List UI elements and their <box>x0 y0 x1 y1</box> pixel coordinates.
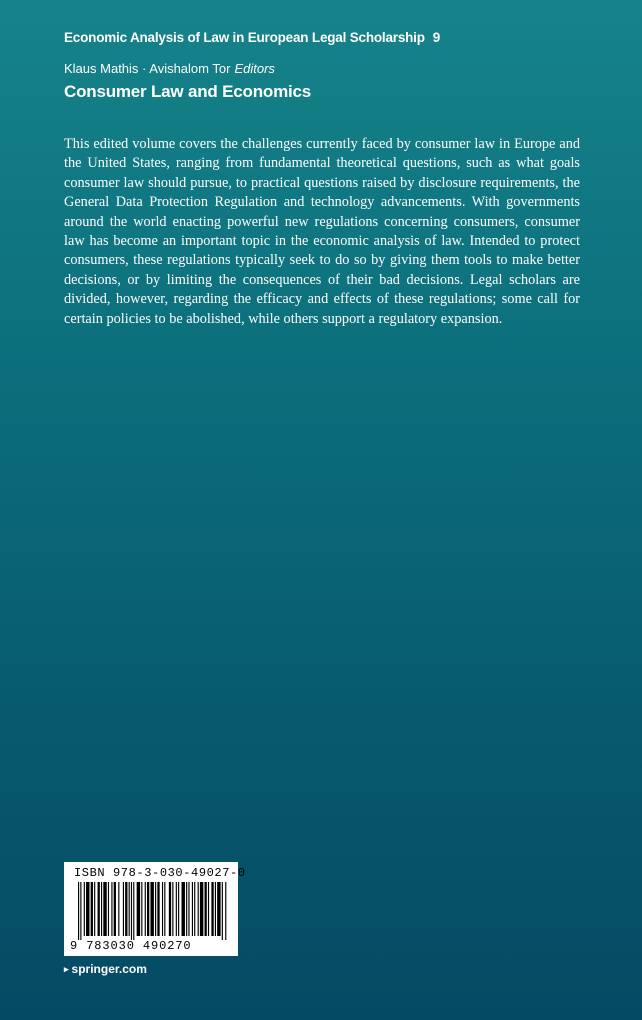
barcode-bar <box>80 882 81 940</box>
series-volume: 9 <box>432 30 441 45</box>
ean-digits: 9 783030 490270 <box>70 939 192 953</box>
barcode-bar <box>155 882 156 936</box>
publisher-link[interactable] <box>64 962 147 976</box>
series-title <box>64 30 440 45</box>
barcode-bar <box>103 882 106 936</box>
barcode-bar <box>114 882 116 936</box>
barcode-bar <box>101 882 102 936</box>
barcode-bar <box>176 882 177 936</box>
barcode-bar <box>178 882 179 936</box>
barcode-bar <box>123 882 124 936</box>
series-name: Economic Analysis of Law in European Legal Scholarship <box>64 30 425 45</box>
barcode-bar <box>188 882 189 936</box>
barcode-bar <box>200 882 203 936</box>
barcode-bar <box>133 882 134 940</box>
barcode-bar <box>186 882 187 936</box>
barcode-bar <box>208 882 209 936</box>
barcode-bar <box>129 882 130 936</box>
book-description: This edited volume covers the challenges currently faced by consumer law in Europe and the United States, ranging from fundamental theoretical questions, such as what goals consumer law should pursue, to practical questions raised by disclosure requirements, the General Data Protection Regulation and technology advancements. With governments around the world enacting powerful new regulations concerning consumers, consumer law has become an important topic in the economic analysis of law. Intended to protect consumers, these regulations typically seek to do so by giving them tools to make better decisions, or by limiting the consequences of their bad decisions. Legal scholars are divided, however, regarding the efficacy and effects of these regulations; some call for certain policies to be abolished, while others support a regulatory expansion. <box>64 136 580 327</box>
barcode-bar <box>157 882 159 936</box>
barcode-bar <box>169 882 171 936</box>
barcode-bar <box>217 882 220 936</box>
barcode-bar <box>147 882 149 936</box>
barcode-bar <box>145 882 146 936</box>
barcode-label <box>64 862 246 956</box>
barcode-bar <box>205 882 207 936</box>
publisher-url: springer.com <box>71 962 147 976</box>
barcode-bar <box>172 882 173 936</box>
barcode-bar <box>91 882 93 936</box>
barcode-bar <box>162 882 163 936</box>
barcode-bar <box>98 882 100 936</box>
barcode-bar <box>192 882 193 936</box>
book-title: Consumer Law and Economics <box>64 82 312 101</box>
barcode-bar <box>137 882 140 936</box>
barcode-bar <box>94 882 95 936</box>
barcode-bar <box>125 882 127 936</box>
barcode-bar <box>118 882 119 936</box>
barcode-bar <box>141 882 142 936</box>
barcode-bar <box>150 882 153 936</box>
barcode-bar <box>194 882 195 936</box>
arrow-icon: ▸ <box>64 964 69 974</box>
barcode-bar <box>78 882 79 940</box>
barcode-bar <box>225 882 226 940</box>
barcode-bar <box>108 882 109 936</box>
barcode-bar <box>222 882 223 940</box>
isbn-text: ISBN 978-3-030-49027-0 <box>74 866 246 880</box>
barcode-bar <box>211 882 213 936</box>
editors-role: Editors <box>234 61 275 76</box>
barcode-bar <box>198 882 199 936</box>
barcode-bar <box>131 882 132 940</box>
barcode-bar <box>86 882 89 936</box>
barcode-bar <box>182 882 185 936</box>
barcode-bar <box>111 882 112 936</box>
barcode-image <box>70 882 232 940</box>
editors-line <box>64 61 275 76</box>
editor-names: Klaus Mathis · Avishalom Tor <box>64 61 231 76</box>
barcode-bar <box>215 882 216 936</box>
barcode-bar <box>164 882 165 936</box>
barcode-bar <box>84 882 85 936</box>
